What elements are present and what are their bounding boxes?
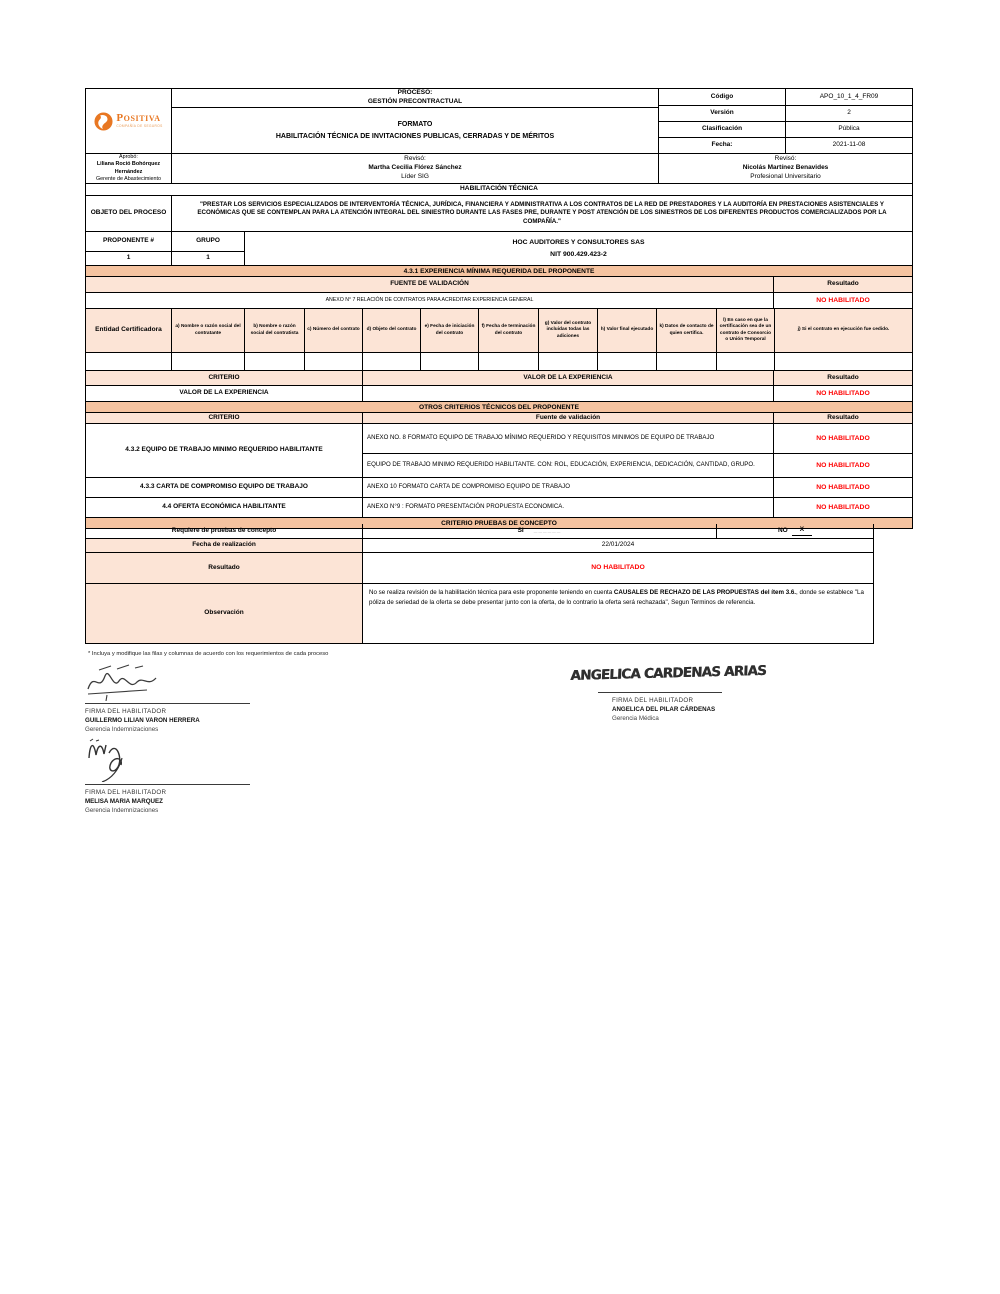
contracts-col-header: g) Valor del contrato incluidas todas las adiciones: [539, 309, 598, 352]
signature-line: [85, 703, 250, 704]
handwritten-signature: ANGELICA CARDENAS ARIAS: [570, 662, 767, 684]
anexo7-row: [86, 292, 912, 308]
reviso2-title: Profesional Universitario: [750, 172, 821, 180]
footnote: * Incluya y modifique las filas y columnas de acuerdo con los requerimientos de cada proceso: [88, 651, 329, 657]
reviso1-name: Martha Cecilia Flórez Sánchez: [368, 164, 462, 172]
reviso1-role: Revisó:: [404, 155, 426, 163]
equipo-rows: [86, 423, 912, 477]
firma-label: FIRMA DEL HABILITADOR: [85, 789, 167, 796]
fuente-header: FUENTE DE VALIDACIÓN: [86, 277, 774, 292]
valor-criterio: VALOR DE LA EXPERIENCIA: [86, 386, 363, 401]
contracts-col-header: b) Nombre o razón social del contratista: [245, 309, 305, 352]
meta-value: APO_10_1_4_FR09: [819, 92, 879, 100]
oferta-row: [86, 497, 912, 517]
carta-resultado: NO HABILITADO: [816, 483, 870, 491]
meta-row: [659, 105, 912, 121]
positiva-swirl-icon: [94, 112, 113, 131]
obs-post: , donde se establece "La póliza de seriedad de la oferta se debe presentar junto con la oferta, de lo contrario la oferta será rechazada", Segun Terminos de referencia.: [369, 589, 864, 606]
no-x-mark: X: [792, 526, 812, 536]
observacion-label: Observación: [86, 584, 363, 643]
reviso1-cell: [172, 154, 659, 183]
equipo-row-1: [363, 424, 912, 453]
valor-empty: [363, 386, 774, 401]
contracts-col-header: c) Número del contrato: [305, 309, 363, 352]
contracts-col-header: j) Si el contrato en ejecución fue cedido.: [797, 327, 890, 333]
contracts-cell: [657, 353, 717, 370]
requiere-label: Requiere de pruebas de concepto: [86, 524, 363, 538]
approval-row: [86, 153, 912, 183]
observacion-text: [363, 584, 873, 643]
contracts-cell: [479, 353, 539, 370]
contracts-col-header: l) En caso en que la certificación sea de un contrato de Consorcio o Unión Temporal: [717, 309, 775, 352]
habilitador-title: Gerencia Indemnizaciones: [85, 726, 159, 733]
contracts-cell: [775, 353, 912, 370]
si-blank-line: ______: [533, 526, 562, 534]
meta-row: [659, 137, 912, 153]
contracts-col-header: h) Valor final ejecutado: [598, 309, 657, 352]
objeto-text: "PRESTAR LOS SERVICIOS ESPECIALIZADOS DE INTERVENTORÍA TÉCNICA, JURÍDICA, FINANCIERA Y ADMINISTRATIVA A LOS CONTRATOS DE LA RED DE PRESTADORES Y LA AUDITORÍA EN PRESTACIONES ASISTENCIALES Y ECONÓMICAS QUE SE CONTEMPLAN PARA LA ATENCIÓN INTEGRAL DEL SINIESTRO DURANTE LAS FASES PRE, DURANTE Y POST ATENCIÓN DE LOS SINIESTROS DE LOS DIFERENTES PRODUCTOS COMERCIALIZADOS POR LA COMPAÑÍA.": [197, 200, 887, 225]
proceso-value: GESTIÓN PRECONTRACTUAL: [367, 98, 463, 105]
header-meta-column: [659, 89, 912, 153]
contracts-cell: [717, 353, 775, 370]
habilitador-title: Gerencia Médica: [612, 715, 659, 722]
contracts-empty-row: [86, 352, 912, 370]
pruebas-table: [85, 524, 874, 644]
signature-block-3: [85, 738, 275, 814]
meta-value: 2021-11-08: [832, 141, 866, 149]
fuente-header-row: [86, 276, 912, 292]
requiere-row: [86, 524, 873, 538]
oferta-resultado: NO HABILITADO: [816, 503, 870, 511]
otros-band: OTROS CRITERIOS TÉCNICOS DEL PROPONENTE: [86, 401, 912, 412]
contracts-col-header: k) Datos de contacto de quien certifica.: [657, 309, 717, 352]
proponente-col: [86, 232, 172, 265]
reviso2-name: Nicolás Martínez Benavides: [742, 164, 829, 172]
grupo-col: [172, 232, 245, 265]
signature-scribble-2: [85, 738, 155, 782]
logo-tagline: COMPAÑÍA DE SEGUROS: [116, 124, 163, 129]
resultado-header: Resultado: [827, 373, 859, 381]
habilitador-name: MELISA MARIA MARQUEZ: [85, 798, 163, 805]
contracts-col-header: Entidad Certificadora: [86, 309, 172, 352]
reviso2-cell: [659, 154, 912, 183]
proceso-label: PROCESO:: [397, 89, 433, 97]
grupo-header: GRUPO: [196, 237, 220, 245]
formato-title: FORMATO: [397, 120, 433, 128]
valor-row: [86, 385, 912, 401]
experiencia-band: 4.3.1 EXPERIENCIA MÍNIMA REQUERIDA DEL PROPONENTE: [86, 265, 912, 276]
contracts-cell: [421, 353, 479, 370]
grupo-value: 1: [172, 251, 244, 265]
objeto-label: OBJETO DEL PROCESO: [86, 196, 172, 231]
equipo-fuente-2: EQUIPO DE TRABAJO MINIMO REQUERIDO HABILITANTE. CON: ROL, EDUCACIÓN, EXPERIENCIA, DEDICACIÓN, CANTIDAD, GRUPO.: [363, 454, 774, 477]
proponente-row: [86, 231, 912, 265]
otros-resultado-header: Resultado: [827, 413, 859, 421]
aprobo-cell: [86, 154, 172, 183]
equipo-resultado-2: NO HABILITADO: [816, 461, 870, 469]
proceso-cell: [172, 89, 658, 107]
meta-value: 2: [847, 109, 851, 117]
otros-fuente-header: Fuente de validación: [363, 413, 774, 423]
pruebas-band: CRITERIO PRUEBAS DE CONCEPTO: [86, 517, 912, 528]
valor-resultado: NO HABILITADO: [816, 389, 870, 397]
formato-subtitle: HABILITACIÓN TÉCNICA DE INVITACIONES PUBLICAS, CERRADAS Y DE MÉRITOS: [275, 133, 555, 140]
aprobo-title: Gerente de Abastecimiento: [95, 175, 162, 182]
formato-cell: [172, 107, 658, 153]
equipo-resultado-1: NO HABILITADO: [816, 434, 870, 442]
section-title: HABILITACIÓN TÉCNICA: [86, 183, 912, 195]
company-name: HOC AUDITORES Y CONSULTORES SAS: [512, 239, 645, 247]
meta-value: Pública: [838, 125, 860, 133]
habilitador-title: Gerencia Indemnizaciones: [85, 807, 159, 814]
anexo7-text: ANEXO N° 7 RELACIÓN DE CONTRATOS PARA ACREDITAR EXPERIENCIA GENERAL: [86, 293, 774, 308]
resultado-header: Resultado: [827, 280, 859, 288]
meta-label: Versión: [659, 106, 786, 121]
proponente-value: 1: [86, 251, 171, 265]
valor-header-row: [86, 370, 912, 385]
oferta-label: 4.4 OFERTA ECONÓMICA HABILITANTE: [86, 498, 363, 517]
carta-row: [86, 477, 912, 497]
equipo-fuente-1: ANEXO NO. 8 FORMATO EQUIPO DE TRABAJO MÍNIMO REQUERIDO Y REQUISITOS MINIMOS DE EQUIPO DE TRABAJO: [363, 424, 774, 453]
carta-label: 4.3.3 CARTA DE COMPROMISO EQUIPO DE TRABAJO: [86, 478, 363, 497]
si-label: SI: [517, 526, 524, 534]
proponente-header: PROPONENTE #: [103, 237, 154, 245]
form-header: [86, 89, 912, 153]
header-title-column: [172, 89, 659, 153]
resultado-label: Resultado: [86, 553, 363, 583]
otros-header-row: [86, 412, 912, 423]
contracts-cell: [363, 353, 421, 370]
fecha-label: Fecha de realización: [86, 539, 363, 552]
contracts-cell: [305, 353, 363, 370]
signature-line: [85, 784, 250, 785]
logo-cell: [86, 89, 172, 153]
resultado-row: [86, 552, 873, 583]
obs-pre: No se realiza revisión de la habilitación técnica para este proponente teniendo en cuenta: [369, 589, 614, 596]
si-cell: [363, 524, 717, 538]
proponente-company-cell: [245, 232, 912, 265]
contracts-header-row: [86, 308, 912, 352]
reviso1-title: Líder SIG: [401, 172, 429, 180]
observacion-row: [86, 583, 873, 643]
objeto-row: [86, 195, 912, 231]
no-cell: [717, 524, 873, 538]
habilitador-name: GUILLERMO LILIAN VARON HERRERA: [85, 717, 200, 724]
no-label: NO: [777, 526, 788, 534]
firma-label: FIRMA DEL HABILITADOR: [612, 697, 694, 704]
contracts-cell: [245, 353, 305, 370]
equipo-row-2: [363, 453, 912, 477]
company-nit: NIT 900.429.423-2: [550, 250, 607, 258]
meta-label: Código: [659, 89, 786, 105]
meta-label: Clasificación: [659, 122, 786, 137]
obs-bold: CAUSALES DE RECHAZO DE LAS PROPUESTAS del ítem 3.6.: [613, 589, 797, 596]
oferta-fuente: ANEXO N°9 : FORMATO PRESENTACIÓN PROPUESTA ECONOMICA.: [363, 498, 774, 517]
contracts-col-header: f) Fecha de terminación del contrato: [479, 309, 539, 352]
carta-fuente: ANEXO 10 FORMATO CARTA DE COMPROMISO EQUIPO DE TRABAJO: [363, 478, 774, 497]
signature-block-2: [570, 662, 818, 722]
valor-exp-header: VALOR DE LA EXPERIENCIA: [363, 371, 774, 385]
logo-brand-text: Positiva: [116, 112, 161, 125]
firma-label: FIRMA DEL HABILITADOR: [85, 708, 167, 715]
contracts-col-header: a) Nombre o razón social del contratante: [172, 309, 245, 352]
fecha-value: 22/01/2024: [601, 541, 635, 549]
contracts-cell: [172, 353, 245, 370]
meta-row: [659, 121, 912, 137]
signature-block-1: [85, 663, 275, 733]
meta-label: Fecha:: [659, 138, 786, 153]
habilitador-name: ANGELICA DEL PILAR CÁRDENAS: [612, 706, 716, 713]
contracts-col-header: e) Fecha de iniciación del contrato: [421, 309, 479, 352]
signature-line: [598, 692, 722, 693]
reviso2-role: Revisó:: [774, 155, 797, 163]
contracts-cell: [86, 353, 172, 370]
contracts-cell: [539, 353, 598, 370]
fecha-row: [86, 538, 873, 552]
anexo7-resultado: NO HABILITADO: [816, 296, 870, 304]
contracts-cell: [598, 353, 657, 370]
aprobo-name: Liliana Roció Bohórquez Hernández: [96, 161, 161, 175]
form-table: [85, 88, 913, 529]
meta-row: [659, 89, 912, 105]
resultado-value: NO HABILITADO: [591, 564, 645, 572]
contracts-col-header: d) Objeto del contrato: [363, 309, 421, 352]
signature-scribble-1: [85, 663, 195, 701]
otros-criterio-header: CRITERIO: [86, 413, 363, 423]
equipo-label: 4.3.2 EQUIPO DE TRABAJO MINIMO REQUERIDO HABILITANTE: [86, 424, 363, 477]
aprobo-role: Aprobó:: [119, 154, 138, 160]
criterio-header: CRITERIO: [86, 371, 363, 385]
positiva-logo: [94, 112, 162, 131]
